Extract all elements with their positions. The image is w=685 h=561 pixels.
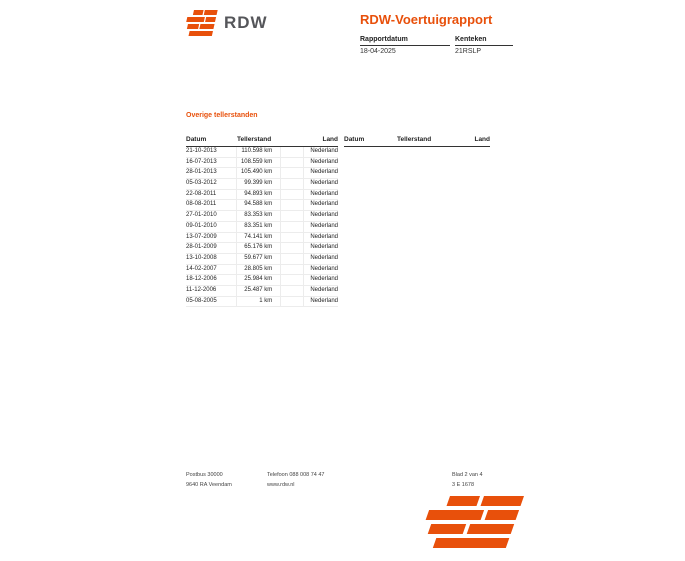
tellerstand-cell: 83.351 km xyxy=(236,222,281,232)
column-header-datum: Datum xyxy=(186,136,207,143)
tellerstand-cell: 28.805 km xyxy=(236,265,281,275)
report-title: RDW-Voertuigrapport xyxy=(360,12,493,27)
footer-address xyxy=(186,470,232,490)
land-cell: Nederland xyxy=(303,190,338,200)
land-cell: Nederland xyxy=(303,158,338,168)
tellerstand-cell: 1 km xyxy=(236,297,281,307)
table-row xyxy=(186,222,338,233)
kenteken-value: 21RSLP xyxy=(455,48,482,55)
column-header-land: Land xyxy=(322,136,338,143)
rapportdatum-block xyxy=(360,36,450,55)
datum-cell: 22-08-2011 xyxy=(186,190,217,197)
table-row xyxy=(186,254,338,265)
odometer-table xyxy=(186,136,338,307)
table-row xyxy=(186,286,338,297)
land-cell: Nederland xyxy=(303,265,338,275)
datum-cell: 18-12-2006 xyxy=(186,276,217,283)
land-cell: Nederland xyxy=(303,297,338,307)
footer-contact xyxy=(267,470,325,490)
footer-page-info xyxy=(452,470,483,490)
land-cell: Nederland xyxy=(303,200,338,210)
datum-cell: 28-01-2009 xyxy=(186,244,217,251)
tellerstand-cell: 94.588 km xyxy=(236,200,281,210)
tellerstand-cell: 74.141 km xyxy=(236,233,281,243)
column-header-land-2: Land xyxy=(474,136,490,143)
footer-phone: Telefoon 088 008 74 47 xyxy=(267,472,325,478)
odometer-table-header xyxy=(186,136,338,147)
datum-cell: 16-07-2013 xyxy=(186,158,217,165)
land-cell: Nederland xyxy=(303,147,338,157)
tellerstand-cell: 65.176 km xyxy=(236,243,281,253)
rapportdatum-label: Rapportdatum xyxy=(360,36,450,46)
land-cell: Nederland xyxy=(303,243,338,253)
table-row xyxy=(186,190,338,201)
table-row xyxy=(186,168,338,179)
footer-city: 9640 RA Veendam xyxy=(186,482,232,488)
rdw-logo-text: RDW xyxy=(224,13,268,32)
rdw-flag-icon xyxy=(170,10,218,40)
table-row xyxy=(186,200,338,211)
table-row xyxy=(186,147,338,158)
tellerstand-cell: 59.677 km xyxy=(236,254,281,264)
kenteken-label: Kenteken xyxy=(455,36,513,46)
odometer-table-second-column xyxy=(344,136,490,147)
table-row xyxy=(186,243,338,254)
datum-cell: 28-01-2013 xyxy=(186,169,217,176)
tellerstand-cell: 25.984 km xyxy=(236,275,281,285)
land-cell: Nederland xyxy=(303,286,338,296)
datum-cell: 21-10-2013 xyxy=(186,148,217,154)
table-row xyxy=(186,275,338,286)
datum-cell: 13-10-2008 xyxy=(186,254,217,261)
footer-postbus: Postbus 30000 xyxy=(186,472,223,478)
datum-cell: 11-12-2006 xyxy=(186,286,217,293)
tellerstand-cell: 94.893 km xyxy=(236,190,281,200)
column-header-datum-2: Datum xyxy=(344,136,365,143)
datum-cell: 05-03-2012 xyxy=(186,180,217,187)
table-row xyxy=(186,158,338,169)
tellerstand-cell: 25.487 km xyxy=(236,286,281,296)
table-row xyxy=(186,297,338,308)
tellerstand-cell: 110.598 km xyxy=(236,147,281,157)
land-cell: Nederland xyxy=(303,179,338,189)
datum-cell: 13-07-2009 xyxy=(186,233,217,240)
land-cell: Nederland xyxy=(303,168,338,178)
table-row xyxy=(186,265,338,276)
tellerstand-cell: 99.399 km xyxy=(236,179,281,189)
land-cell: Nederland xyxy=(303,275,338,285)
table-row xyxy=(186,179,338,190)
rdw-logo xyxy=(170,10,268,40)
datum-cell: 09-01-2010 xyxy=(186,222,217,229)
section-title-overige-tellerstanden: Overige tellerstanden xyxy=(186,112,258,119)
column-header-tellerstand-2: Tellerstand xyxy=(397,136,432,143)
rapportdatum-value: 18-04-2025 xyxy=(360,48,396,55)
datum-cell: 27-01-2010 xyxy=(186,212,217,219)
datum-cell: 08-08-2011 xyxy=(186,201,217,208)
page-indicator: Blad 2 van 4 xyxy=(452,472,483,478)
column-header-tellerstand: Tellerstand xyxy=(237,136,272,143)
datum-cell: 05-08-2005 xyxy=(186,297,217,304)
table-row xyxy=(186,211,338,222)
datum-cell: 14-02-2007 xyxy=(186,265,217,272)
land-cell: Nederland xyxy=(303,254,338,264)
table-row xyxy=(186,233,338,244)
tellerstand-cell: 105.490 km xyxy=(236,168,281,178)
land-cell: Nederland xyxy=(303,233,338,243)
odometer-table-body xyxy=(186,147,338,307)
footer-website: www.rdw.nl xyxy=(267,482,295,488)
kenteken-block xyxy=(455,36,513,55)
rdw-flag-watermark-icon xyxy=(375,496,525,556)
doc-code: 3 E 1678 xyxy=(452,482,475,488)
odometer-table2-header xyxy=(344,136,490,147)
tellerstand-cell: 108.559 km xyxy=(236,158,281,168)
land-cell: Nederland xyxy=(303,211,338,221)
land-cell: Nederland xyxy=(303,222,338,232)
tellerstand-cell: 83.353 km xyxy=(236,211,281,221)
